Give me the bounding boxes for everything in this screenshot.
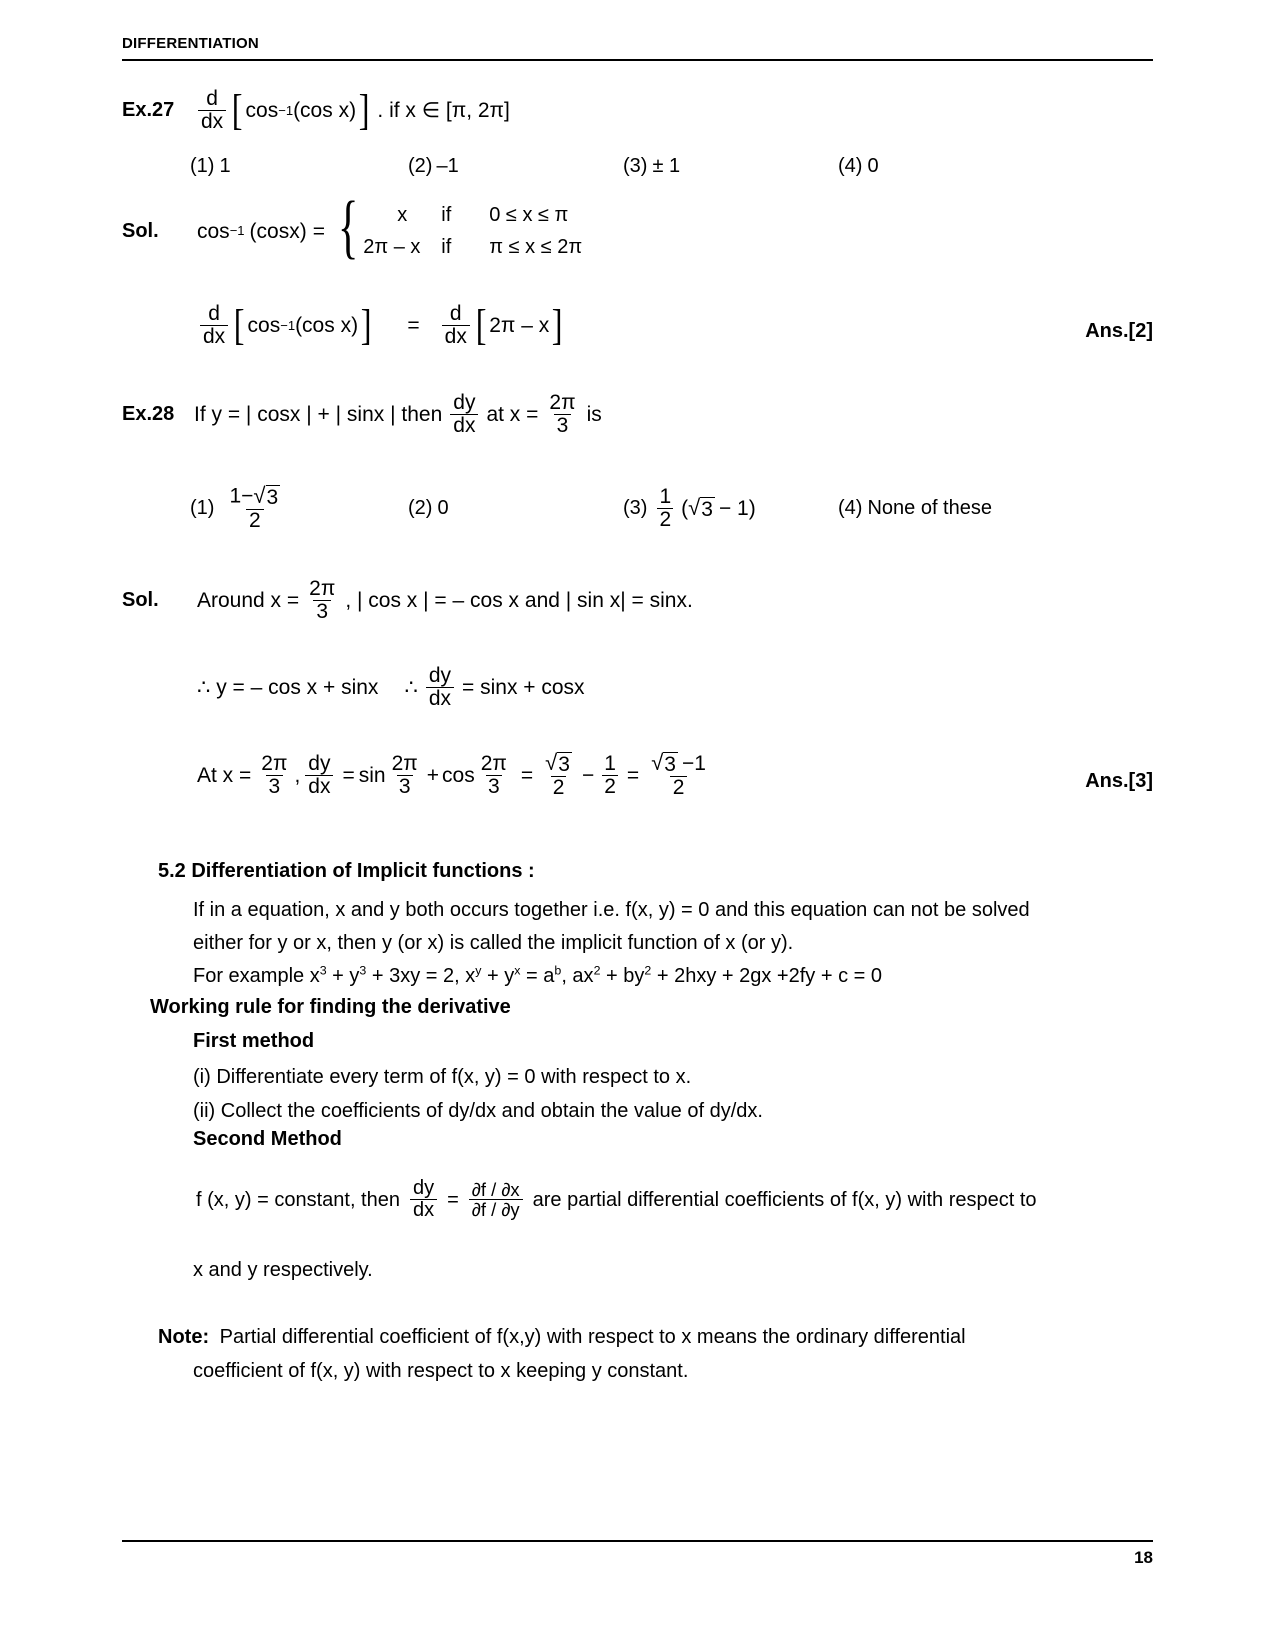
line3-f1-denominator: 3	[266, 775, 284, 798]
line3-f1	[258, 753, 290, 798]
example-exponent-5: b	[554, 963, 562, 978]
ex27-option-4	[838, 155, 879, 178]
case-1-condition: 0 ≤ x ≤ π	[489, 204, 569, 226]
line3-f7-tail: −1	[681, 751, 706, 775]
example-exponent-1: 3	[319, 963, 327, 978]
line3-minus: −	[581, 764, 595, 788]
line3-f7	[648, 752, 709, 799]
ex27-option-3	[623, 155, 838, 178]
ex28-question	[122, 392, 602, 437]
section-paragraph-line2: either for y or x, then y (or x) is called the implicit function of x (or y).	[193, 932, 794, 954]
radical-icon: √	[688, 494, 701, 520]
bracket-close-icon: ]	[358, 86, 370, 134]
example-exponent-4: x	[514, 963, 521, 978]
formula-continuation-line: x and y respectively.	[193, 1259, 373, 1281]
ex28-option-4-number: (4)	[838, 497, 863, 520]
ex27-option-3-number: (3)	[623, 155, 648, 177]
piecewise-rows	[361, 205, 582, 257]
formula-dydx-numerator: dy	[412, 1177, 435, 1199]
line3-equals-2: =	[520, 764, 534, 788]
formula-dydx-fraction	[410, 1178, 437, 1221]
line3-f7-denominator: 2	[670, 776, 688, 799]
cos-argument: (cos x)	[293, 99, 357, 123]
example-exponent-2: 3	[359, 963, 367, 978]
radical-icon: √	[253, 483, 266, 508]
rhs-bracket-open-icon: [	[475, 301, 487, 349]
rhs-ddx-numerator: d	[449, 302, 462, 325]
rhs-bracket-contents: 2π – x	[489, 314, 550, 338]
line3-f2-dydx	[305, 753, 333, 798]
therefore-symbol: ∴	[404, 676, 418, 700]
ddx-numerator: d	[206, 87, 218, 110]
note-line-2: coefficient of f(x, y) with respect to x keeping y constant.	[193, 1360, 689, 1382]
formula-dydx-denominator: dx	[410, 1199, 437, 1221]
footer-divider	[122, 1540, 1153, 1542]
ex28-option-1-number: (1)	[190, 497, 215, 520]
ex27-question	[122, 88, 510, 133]
line2-rhs: = sinx + cosx	[462, 676, 585, 700]
ex28-sol-line3-expression	[197, 752, 713, 799]
example-mid-2: + 3xy = 2, x	[366, 965, 476, 987]
left-brace-icon: {	[337, 187, 359, 266]
first-method-step-i: (i) Differentiate every term of f(x, y) = 0 with respect to x.	[193, 1066, 692, 1088]
ex28-sol-label: Sol.	[122, 589, 159, 612]
ex27-option-4-text: 0	[867, 155, 879, 177]
piecewise-case-2	[363, 237, 582, 257]
line3-f4-numerator: 2π	[480, 752, 507, 775]
two-pi-over-three-fraction	[546, 392, 578, 437]
formula-partial-numerator: ∂f / ∂x	[471, 1178, 520, 1200]
around-x-text: Around x =	[197, 589, 300, 613]
three-denominator: 3	[554, 414, 572, 437]
lhs-cos-text: cos	[247, 314, 281, 338]
example-mid-1: + y	[326, 965, 360, 987]
formula-partial-denominator: ∂f / ∂y	[469, 1199, 523, 1219]
ex28-solution-line1	[122, 578, 693, 623]
second-method-heading: Second Method	[193, 1128, 342, 1150]
case-2-value: 2π – x	[363, 236, 421, 258]
line3-comma: ,	[294, 764, 301, 788]
line3-f1-numerator: 2π	[261, 752, 288, 775]
line3-sin: sin	[358, 764, 386, 788]
radical-icon: √	[545, 750, 558, 775]
ex27-option-1-text: 1	[219, 155, 231, 177]
working-rule-heading: Working rule for finding the derivative	[150, 996, 511, 1018]
ex28-option-2-number: (2)	[408, 497, 433, 520]
ex28-option-3-number: (3)	[623, 497, 648, 520]
option1-numerator	[226, 485, 283, 509]
ex27-expression	[194, 88, 510, 133]
line3-f7-sqrt	[651, 752, 678, 776]
rhs-bracket-close-icon: ]	[552, 301, 563, 349]
radical-icon: √	[651, 750, 664, 775]
line3-f4-denominator: 3	[487, 775, 500, 799]
line3-f6	[602, 753, 618, 798]
ex27-option-2-number: (2)	[408, 155, 433, 177]
around-x-denominator: 3	[313, 600, 331, 623]
around-x-numerator: 2π	[309, 577, 336, 600]
ex28-option-2	[408, 497, 623, 520]
derivative-equals: =	[407, 314, 420, 338]
example-exponent-6: 2	[593, 963, 601, 978]
ex27-option-4-number: (4)	[838, 155, 863, 177]
line3-f7-radicand: 3	[664, 753, 676, 776]
ex28-label: Ex.28	[122, 403, 175, 426]
ex28-option-4-text: None of these	[867, 497, 992, 520]
bracket-contents: cos −1 (cos x)	[245, 99, 357, 123]
ex28-option-1	[190, 485, 408, 532]
sol-cos-argument: (cosx)	[249, 219, 307, 243]
case-1-value: x	[397, 204, 408, 226]
line3-f2-numerator: dy	[308, 752, 331, 775]
ex27-solution-derivative	[196, 303, 565, 348]
ex27-option-2-text: –1	[436, 155, 459, 177]
lhs-ddx-fraction	[200, 303, 228, 348]
ex28-sol-line2-expression	[197, 665, 585, 710]
ex28-solution-line2	[197, 665, 585, 710]
line2-dydx-denominator: dx	[426, 687, 454, 710]
ex27-options	[190, 155, 1153, 178]
example-exponent-3: y	[475, 963, 482, 978]
note-line-1: Partial differential coefficient of f(x,y) with respect to x means the ordinary differential	[219, 1326, 966, 1348]
option1-fraction	[226, 485, 283, 532]
option3-half-fraction	[657, 486, 673, 531]
ex28-option-4	[838, 497, 992, 520]
ex27-option-3-text: ± 1	[652, 155, 681, 177]
ex28-option-3	[623, 486, 838, 531]
note-block	[158, 1322, 1088, 1352]
ex28-option-1-value	[222, 485, 287, 532]
case-2-condition: π ≤ x ≤ 2π	[489, 236, 583, 258]
option3-numerator: 1	[659, 485, 672, 508]
lhs-big-bracket	[232, 301, 373, 349]
line3-f3-numerator: 2π	[391, 752, 418, 775]
example-mid-6: + by	[600, 965, 645, 987]
ex27-option-2	[408, 155, 623, 178]
formula-prefix: f (x, y) = constant, then	[196, 1188, 400, 1211]
dydx-fraction	[450, 392, 478, 437]
lhs-bracket-open-icon: [	[233, 301, 245, 349]
ex27-option-1	[190, 155, 408, 178]
formula-equals: =	[447, 1188, 459, 1211]
case-2-if: if	[441, 236, 452, 258]
case-1-if: if	[441, 204, 452, 226]
ex28-stem-prefix: If y = | cosx | + | sinx | then	[194, 403, 443, 427]
option3-denominator: 2	[659, 508, 672, 532]
line3-f3-denominator: 3	[398, 775, 411, 799]
rhs-ddx-denominator: dx	[442, 325, 470, 348]
page-number: 18	[1134, 1548, 1153, 1567]
ex28-option-2-text: 0	[437, 497, 449, 520]
bracket-open-icon: [	[231, 86, 243, 134]
sol-cos-text: cos	[197, 219, 230, 243]
header-divider	[122, 59, 1153, 61]
partial-derivative-formula	[196, 1178, 1037, 1221]
ex27-sol-label: Sol.	[122, 219, 159, 242]
lhs-bracket-contents: cos −1 (cos x)	[247, 314, 359, 338]
lhs-bracket-close-icon: ]	[360, 301, 372, 349]
option1-denominator: 2	[246, 509, 264, 532]
dydx-denominator: dx	[450, 414, 478, 437]
formula-partial-fraction	[469, 1180, 523, 1220]
option1-radicand: 3	[266, 486, 279, 509]
line3-plus: +	[426, 764, 440, 788]
formula-expression	[196, 1178, 1037, 1221]
ex28-expression	[194, 392, 602, 437]
note-label: Note:	[158, 1326, 210, 1348]
line2-dydx-fraction	[426, 665, 454, 710]
section-paragraph-line1: If in a equation, x and y both occurs together i.e. f(x, y) = 0 and this equation can not be solved	[193, 899, 1030, 921]
piecewise-case-1	[363, 205, 582, 225]
formula-suffix: are partial differential coefficients of f(x, y) with respect to	[532, 1188, 1037, 1211]
lhs-ddx-denominator: dx	[200, 325, 228, 348]
two-pi-numerator: 2π	[549, 391, 576, 414]
option3-paren-open: (	[681, 497, 689, 521]
line2-dydx-numerator: dy	[428, 664, 451, 687]
example-mid-5: , ax	[561, 965, 594, 987]
line3-cos: cos	[442, 764, 475, 788]
ex27-label: Ex.27	[122, 99, 175, 122]
page-header-title: DIFFERENTIATION	[122, 35, 259, 52]
option1-num-prefix: 1−	[229, 484, 254, 508]
example-mid-3: + y	[481, 965, 515, 987]
line3-f7-numerator	[648, 752, 709, 776]
ex27-sol-expression: cos −1 (cosx) = { x if 0 ≤ x ≤ π 2π – x if π ≤ x ≤ 2π	[197, 187, 583, 266]
ex28-answer: Ans.[3]	[1085, 770, 1153, 792]
first-method-heading: First method	[193, 1030, 315, 1052]
section-example-line	[193, 961, 882, 991]
ex28-stem-mid: at x =	[486, 403, 539, 427]
example-prefix: For example x	[193, 965, 320, 987]
ex27-solution-piecewise	[122, 187, 583, 266]
line3-f6-numerator: 1	[604, 752, 616, 775]
around-x-post: , | cos x | = – cos x and | sin x| = sinx.	[345, 589, 693, 613]
sol-equals: =	[312, 219, 325, 243]
line3-f5-sqrt	[545, 752, 572, 776]
ex27-answer: Ans.[2]	[1085, 320, 1153, 342]
example-mid-7: + 2hxy + 2gx +2fy + c = 0	[651, 965, 882, 987]
line3-f2-denominator: dx	[305, 775, 333, 798]
ex28-solution-line3	[197, 752, 713, 799]
ddx-denominator: dx	[198, 110, 226, 133]
ex28-option-3-value	[653, 486, 755, 531]
y-equals-expression: ∴ y = – cos x + sinx	[197, 676, 379, 700]
ddx-fraction	[198, 88, 226, 133]
lhs-ddx-numerator: d	[208, 302, 220, 325]
section-heading: 5.2 Differentiation of Implicit functions :	[158, 860, 535, 882]
ex27-derivative-lhs	[196, 303, 565, 348]
option1-sqrt	[253, 485, 280, 509]
option3-tail: − 1)	[718, 497, 756, 521]
big-bracket-group	[230, 86, 371, 134]
line3-f5-radicand: 3	[558, 753, 570, 776]
line3-f4	[479, 753, 509, 798]
line3-f3	[390, 753, 420, 798]
first-method-step-ii: (ii) Collect the coefficients of dy/dx and obtain the value of dy/dx.	[193, 1100, 763, 1122]
dydx-numerator: dy	[453, 391, 476, 414]
ex28-options	[190, 485, 1153, 532]
option3-sqrt	[688, 494, 715, 521]
ex28-stem-post: is	[586, 403, 602, 427]
lhs-cos-argument: (cos x)	[295, 314, 359, 338]
example-exponent-7: 2	[644, 963, 652, 978]
line3-f6-denominator: 2	[604, 775, 616, 799]
option3-radicand: 3	[701, 497, 713, 521]
at-x-text: At x =	[197, 764, 252, 788]
ex28-sol-line1-expression	[197, 578, 693, 623]
line3-f5	[543, 752, 574, 799]
line3-f5-numerator	[543, 752, 574, 776]
line3-equals-3: =	[626, 764, 640, 788]
line3-f5-denominator: 2	[552, 776, 565, 800]
example-mid-4: = a	[520, 965, 555, 987]
ex27-domain-condition: . if x ∈ [π, 2π]	[377, 99, 510, 123]
line3-equals-1: =	[342, 764, 355, 788]
rhs-ddx-fraction	[442, 303, 470, 348]
cos-text: cos	[245, 99, 279, 123]
rhs-big-bracket	[474, 301, 565, 349]
around-x-fraction	[306, 578, 338, 623]
ex27-option-1-number: (1)	[190, 155, 215, 177]
